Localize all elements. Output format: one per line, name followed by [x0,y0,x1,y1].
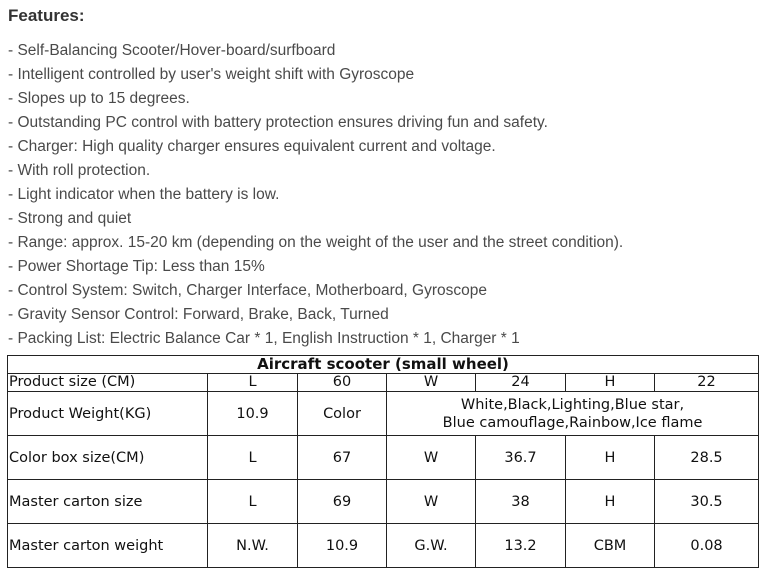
table-cell: CBM [566,524,655,568]
table-cell: 36.7 [476,436,566,480]
table-cell: 30.5 [655,480,759,524]
colors-line: White,Black,Lighting,Blue star, [460,396,685,413]
table-row [8,374,759,392]
feature-item: - With roll protection. [8,162,151,179]
table-cell: 10.9 [208,392,298,436]
table-cell: 67 [298,436,387,480]
table-cell: 28.5 [655,436,759,480]
table-cell: Color [298,392,387,436]
table-title: Aircraft scooter (small wheel) [8,356,759,374]
row-label: Product size (CM) [8,374,208,392]
feature-item: - Outstanding PC control with battery protection ensures driving fun and safety. [8,114,548,131]
features-heading: Features: [8,6,85,25]
table-cell: 24 [476,374,566,392]
table-cell: L [208,374,298,392]
feature-item: - Control System: Switch, Charger Interface, Motherboard, Gyroscope [8,282,487,299]
table-cell: 38 [476,480,566,524]
row-label: Color box size(CM) [8,436,208,480]
table-cell: H [566,436,655,480]
row-label: Master carton weight [8,524,208,568]
row-label: Product Weight(KG) [8,392,208,436]
table-cell: 22 [655,374,759,392]
feature-item: - Slopes up to 15 degrees. [8,90,190,107]
table-title-row [8,356,759,374]
table-cell: W [387,436,476,480]
table-cell: W [387,480,476,524]
table-cell: G.W. [387,524,476,568]
colors-cell [387,392,759,436]
table-cell: W [387,374,476,392]
table-cell: L [208,436,298,480]
table-cell: 10.9 [298,524,387,568]
table-cell: 69 [298,480,387,524]
feature-item: - Strong and quiet [8,210,132,227]
table-cell: H [566,374,655,392]
feature-item: - Light indicator when the battery is low. [8,186,280,203]
table-row [8,524,759,568]
row-label: Master carton size [8,480,208,524]
table-cell: N.W. [208,524,298,568]
table-row [8,480,759,524]
table-cell: 0.08 [655,524,759,568]
feature-item: - Power Shortage Tip: Less than 15% [8,258,265,275]
feature-item: - Self-Balancing Scooter/Hover-board/surfboard [8,42,336,59]
feature-item: - Intelligent controlled by user's weight shift with Gyroscope [8,66,415,83]
table-cell: L [208,480,298,524]
table-cell: H [566,480,655,524]
table-cell: 13.2 [476,524,566,568]
spec-table [7,355,759,568]
feature-item: - Packing List: Electric Balance Car * 1, English Instruction * 1, Charger * 1 [8,330,520,347]
colors-line: Blue camouflage,Rainbow,Ice flame [442,414,703,431]
feature-item: - Range: approx. 15-20 km (depending on the weight of the user and the street condition). [8,234,624,251]
feature-item: - Gravity Sensor Control: Forward, Brake, Back, Turned [8,306,389,323]
table-row [8,392,759,436]
table-row [8,436,759,480]
features-list [8,39,623,351]
table-cell: 60 [298,374,387,392]
feature-item: - Charger: High quality charger ensures equivalent current and voltage. [8,138,496,155]
